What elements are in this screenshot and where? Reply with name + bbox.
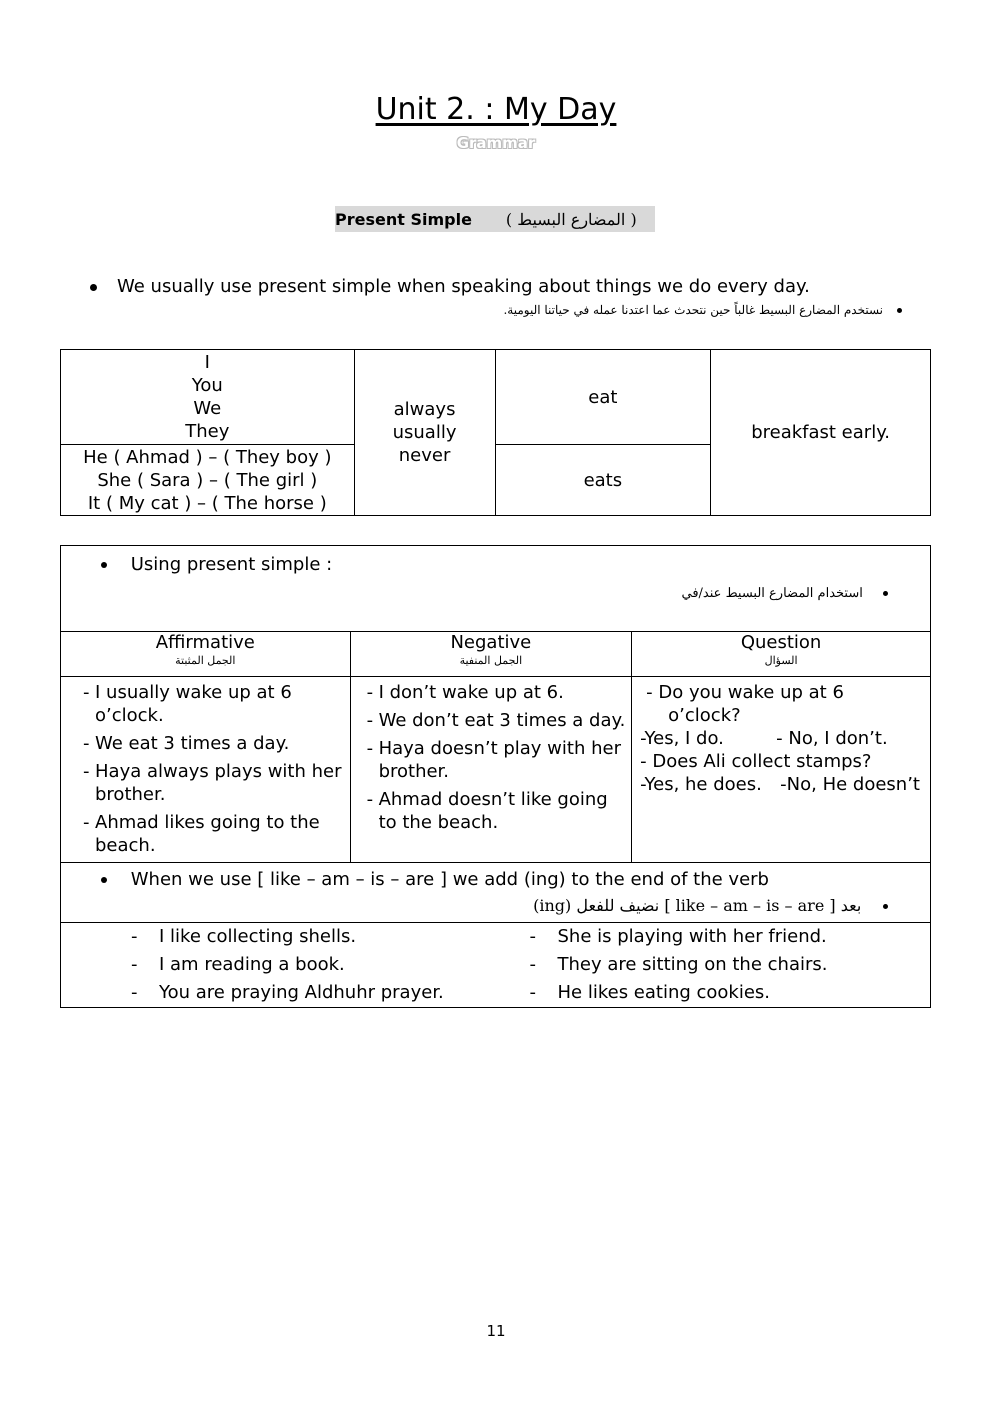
header-label: Negative [450,632,532,653]
ing-text-arabic: بعد [ like – am – is – are ] نضيف للفعل (ing) [533,896,862,915]
header-label-arabic: الجمل المثبتة [175,654,236,667]
ing-bullet-arabic [61,893,930,919]
subjects-singular-cell [61,445,355,516]
adverb: never [398,445,451,466]
examples-left [61,923,496,1007]
bullet-icon [883,904,888,909]
usage-bullet [61,546,930,578]
bullet-icon [101,877,107,883]
subject: It ( My cat ) – ( The horse ) [87,492,327,514]
intro-bullet-arabic [450,303,902,317]
header-affirmative [61,632,351,677]
bullet-icon [897,308,902,313]
list-item: - Haya always plays with her brother. [83,760,350,806]
examples-right [496,923,931,1007]
usage-text: Using present simple : [130,554,333,575]
subjects-plural-cell [61,350,355,445]
example-item: - They are sitting on the chairs. [496,951,931,979]
ing-rule-cell [61,863,931,923]
object-cell: breakfast early. [711,350,931,516]
examples-cell [61,923,931,1008]
header-label-arabic: الجمل المنفية [459,654,523,667]
intro-text: We usually use present simple when speaking about things we do every day. [117,276,810,297]
subject: He ( Ahmad ) – ( They boy ) [83,446,332,468]
ing-bullet [61,863,930,893]
example-item: - I am reading a book. [61,951,496,979]
list-item: - Haya doesn’t play with her brother. [367,737,632,783]
page-title: Unit 2. : My Day [375,92,617,127]
verb-plural-cell: eat [495,350,711,445]
ing-text: When we use [ like – am – is – are ] we add (ing) to the end of the verb [130,869,769,890]
question-line: o’clock? [668,705,741,726]
bullet-icon [90,284,97,291]
answer-yes: -Yes, he does. [640,774,762,795]
answer-yes: -Yes, I do. [640,728,724,749]
usage-text-arabic: استخدام المضارع البسيط عند/في [681,586,863,601]
adverbs-cell [354,350,495,516]
page-subtitle: Grammar [456,134,536,152]
usage-table [60,545,931,1008]
present-simple-arabic: ( المضارع البسيط ) [505,209,637,229]
present-simple-heading [335,206,655,232]
subject: I [204,352,210,373]
answer-line [640,773,926,796]
example-item: - You are praying Aldhuhr prayer. [61,979,496,1007]
usage-bullet-arabic [61,578,930,601]
answer-no: - No, I don’t. [776,728,888,749]
header-negative [350,632,632,677]
question-cell [632,677,931,863]
adverb: always [393,399,456,420]
bullet-icon [101,562,107,568]
page-number: 11 [486,1322,506,1340]
list-item: - We don’t eat 3 times a day. [367,709,632,732]
answer-line [640,727,926,750]
header-label-arabic: السؤال [764,654,798,667]
question-block [632,677,930,796]
question-line: - Do you wake up at 6 [646,682,844,703]
subject: You [191,375,223,396]
verb-singular-cell: eats [495,445,711,516]
question-line: - Does Ali collect stamps? [640,751,872,772]
affirmative-cell [61,677,351,863]
subject: She ( Sara ) – ( The girl ) [97,469,318,491]
bullet-icon [883,591,888,596]
example-item: - He likes eating cookies. [496,979,931,1007]
list-item: - Ahmad doesn’t like going to the beach. [367,788,632,834]
subject: They [185,421,230,442]
list-item: - I don’t wake up at 6. [367,681,632,704]
subject: We [193,398,222,419]
intro-text-arabic: نستخدم المضارع البسيط غالباً حين نتحدث عما اعتدنا عمله في حياتنا اليومية. [503,303,883,317]
example-item: - I like collecting shells. [61,923,496,951]
usage-intro-cell [61,546,931,632]
list-item: - I usually wake up at 6 o’clock. [83,681,350,727]
present-simple-label: Present Simple [335,209,472,229]
header-question [632,632,931,677]
answer-no: -No, He doesn’t [780,774,920,795]
list-item: - Ahmad likes going to the beach. [83,811,350,857]
header-label: Question [740,632,822,653]
subject-verb-table [60,349,931,516]
intro-bullet [90,276,810,297]
header-label: Affirmative [155,632,255,653]
adverb: usually [392,422,457,443]
examples [61,923,930,1007]
list-item: - We eat 3 times a day. [83,732,350,755]
negative-cell [350,677,632,863]
example-item: - She is playing with her friend. [496,923,931,951]
